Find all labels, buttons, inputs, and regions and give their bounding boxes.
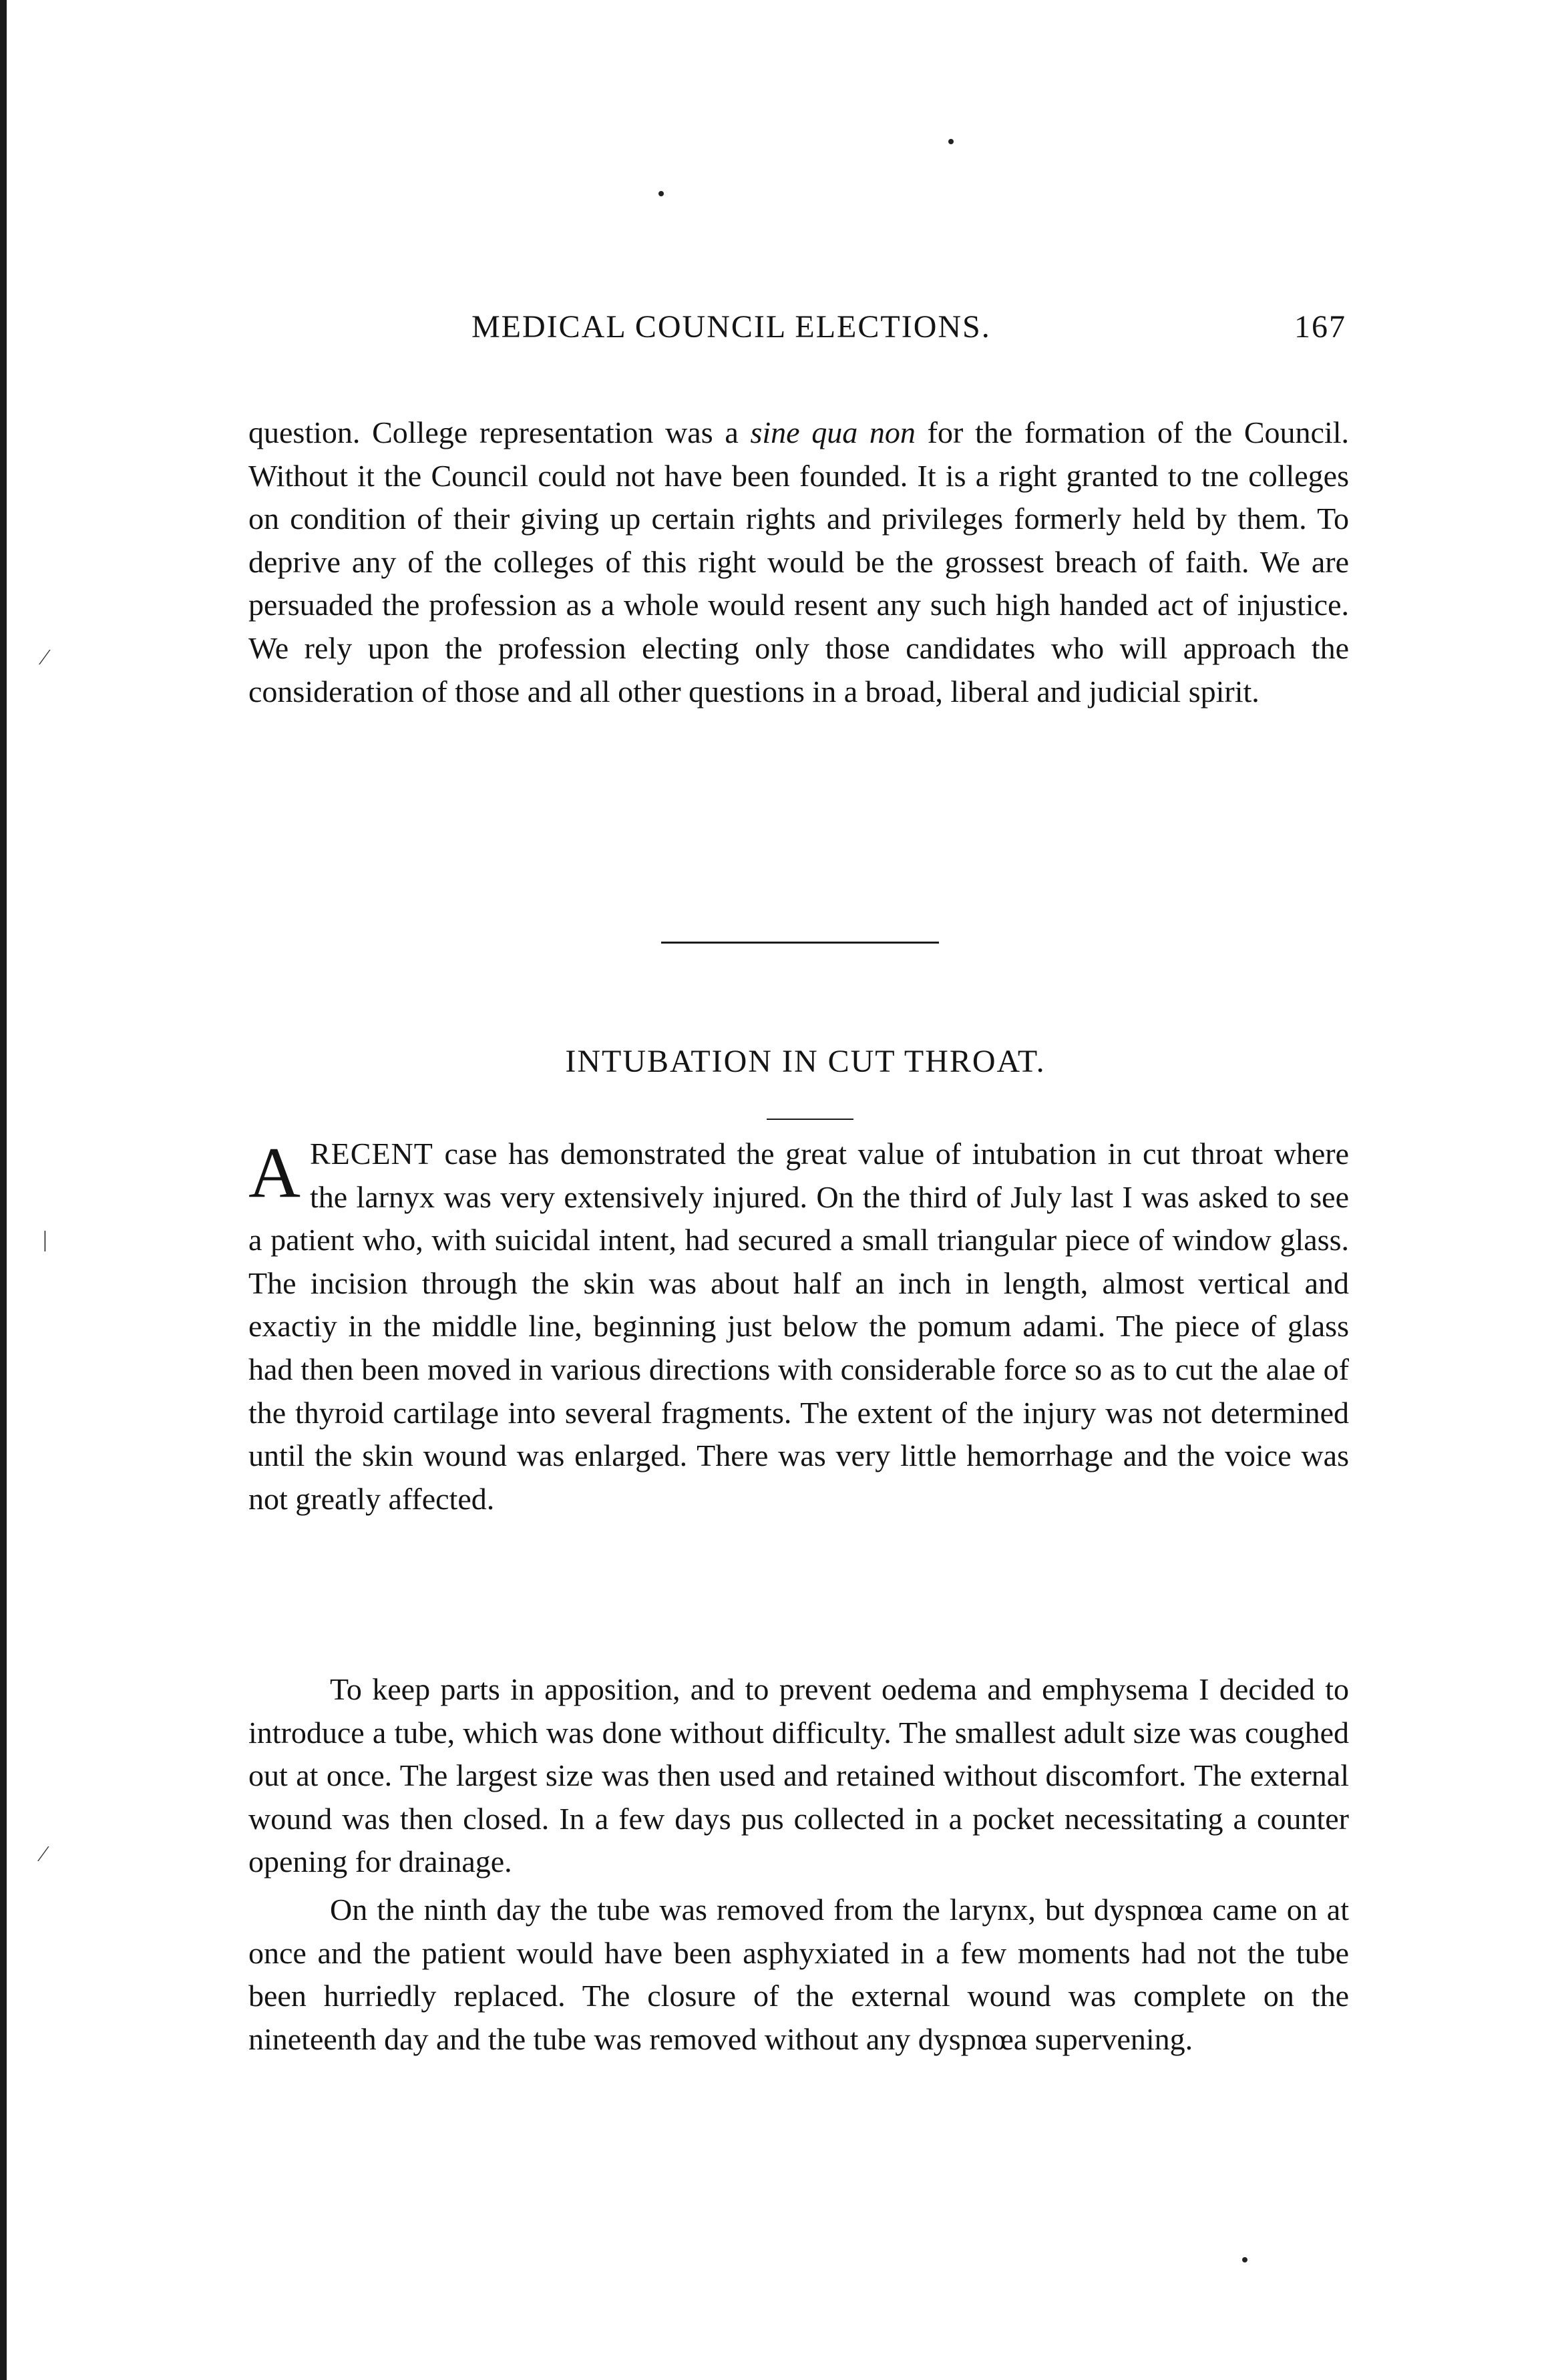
continuation-paragraph	[248, 411, 1349, 713]
continuation-text: question. College representation was a	[248, 415, 751, 449]
margin-mark: ⁄	[41, 1842, 45, 1866]
section-divider	[661, 942, 939, 944]
running-head	[471, 309, 1346, 355]
paragraph-text: case has demonstrated the great value of intubation in cut throat where the larnyx was very extensively injured. On the third of July last I was asked to see a patient who, with suicidal intent, had secured a small triangular piece of window glass. The incision through the skin was about half an inch in length, almost vertical and exactiy in the middle line, beginning just below the pomum adami. The piece of glass had then been moved in various directions with considerable force so as to cut the alae of the thyroid cartilage into several fragments. The extent of the injury was not determined until the skin wound was enlarged. There was very little hemorrhage and the voice was not greatly affected.	[248, 1137, 1349, 1516]
article-paragraph-2: To keep parts in apposition, and to prevent oedema and emphysema I decided to introduce a tube, which was done without difficulty. The smallest adult size was coughed out at once. The largest size was then used and retained without discomfort. The external wound was then closed. In a few days pus collected in a pocket necessitating a counter opening for drainage.	[248, 1672, 1349, 1879]
margin-mark: |	[43, 1227, 47, 1252]
continuation-text: for the formation of the Council. Without it the Council could not have been founded. It is a right granted to tne colleges on condition of their giving up certain rights and privileges formerly held by them. To deprive any of the colleges of this right would be the grossest breach of faith. We are persuaded the profession as a whole would resent any such high handed act of injustice. We rely upon the profession electing only those candidates who will approach the consideration of those and all other questions in a broad, liberal and judicial spirit.	[248, 415, 1350, 709]
article-paragraph-3: On the ninth day the tube was removed from the larynx, but dyspnœa came on at once and the patient would have been asphyxiated in a few moments had not the tube been hurriedly replaced. The closure of the external wound was complete on the nineteenth day and the tube was removed without any dyspnœa supervening.	[248, 1893, 1349, 2056]
page-speck	[658, 191, 664, 196]
article-paragraph-1	[248, 1133, 1349, 1521]
latin-phrase: sine qua non	[750, 415, 916, 449]
page-edge-shadow	[0, 0, 7, 2380]
running-title: MEDICAL COUNCIL ELECTIONS.	[471, 309, 991, 345]
page-speck	[948, 139, 954, 144]
title-underline	[767, 1119, 853, 1120]
drop-cap: A	[248, 1133, 301, 1213]
page-speck	[1242, 2257, 1247, 2262]
article-title: INTUBATION IN CUT THROAT.	[565, 1044, 1046, 1079]
margin-mark: ⁄	[43, 645, 47, 670]
page-number: 167	[1294, 309, 1346, 345]
opening-word: RECENT	[310, 1137, 433, 1171]
